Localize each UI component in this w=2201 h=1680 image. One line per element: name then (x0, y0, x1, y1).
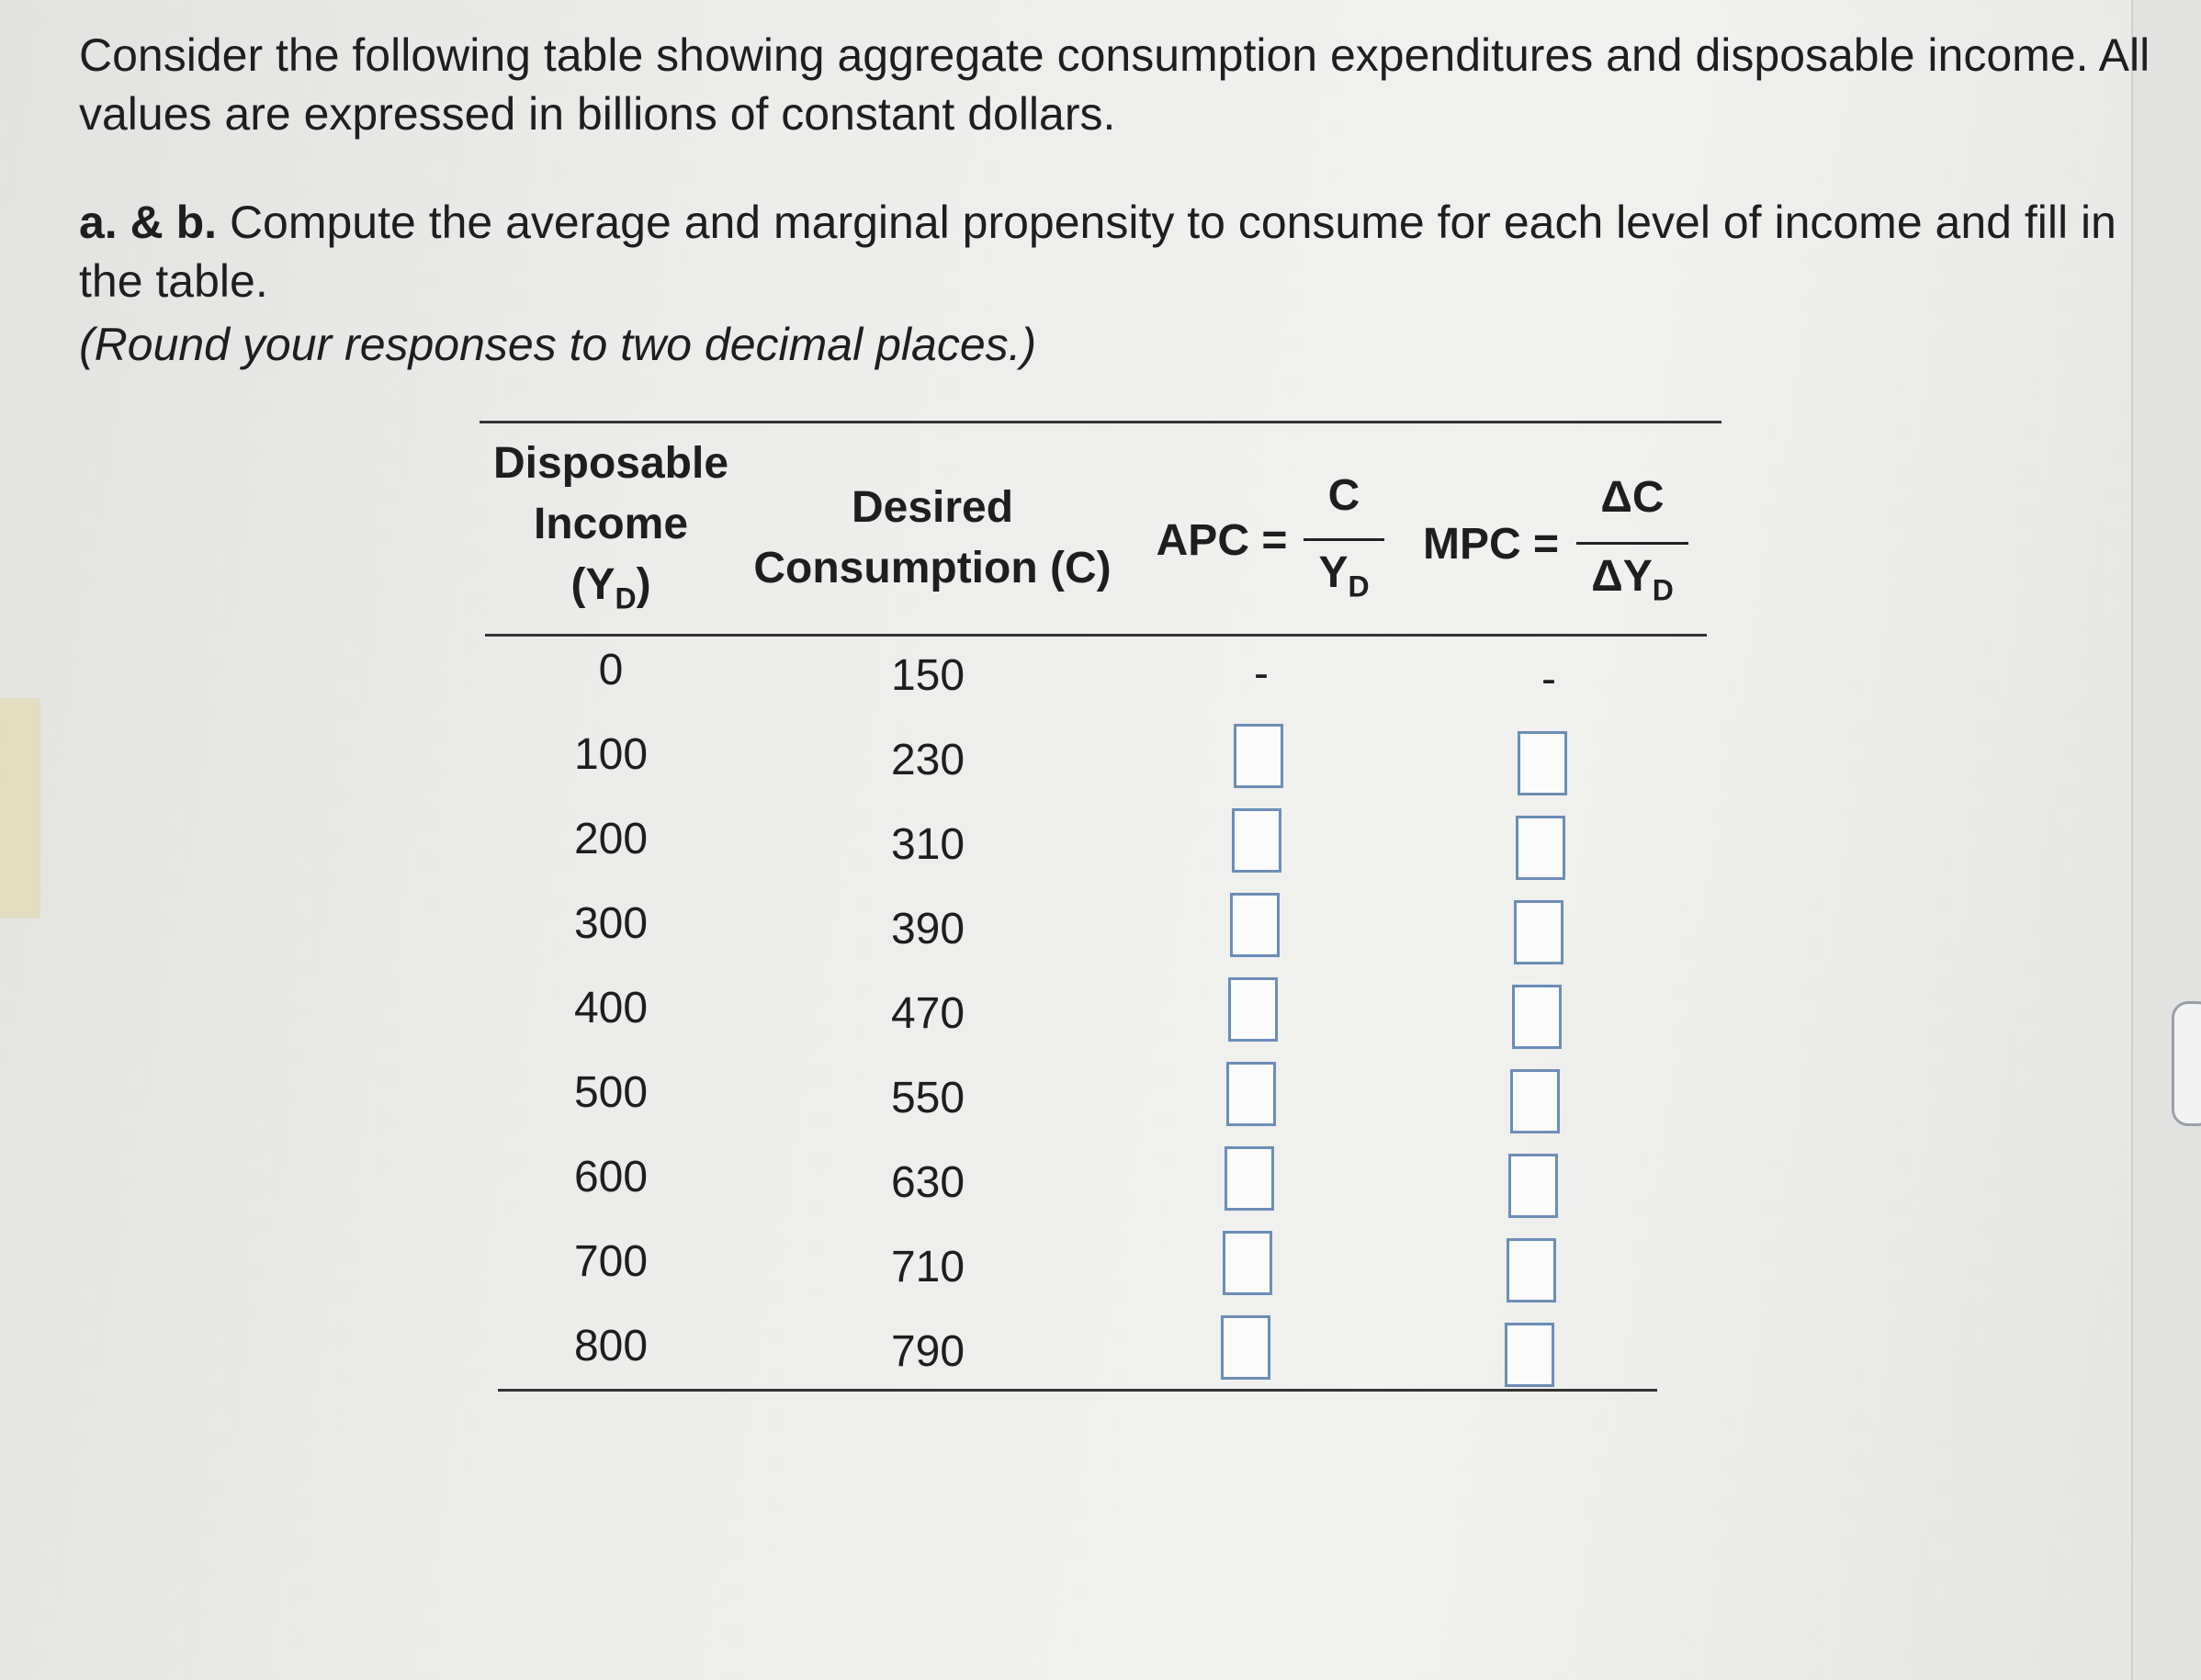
income-cell: 0 (598, 646, 624, 694)
consumption-cell: 470 (890, 989, 965, 1038)
part-text: Compute the average and marginal propensity to consume for each level of income and fill in the table. (79, 197, 2116, 307)
apc-formula: C $Y_D$ (1300, 470, 1388, 617)
apc-answer-box[interactable] (1223, 1231, 1272, 1295)
question-intro: Consider the following table showing aggregate consumption expenditures and disposable income. All values are expressed in billions of constant dollars. (79, 29, 2150, 140)
income-cell: 700 (573, 1237, 649, 1286)
apc-placeholder: - (1254, 649, 1269, 698)
income-cell: 400 (573, 984, 649, 1032)
part-label: a. & b. (79, 197, 218, 248)
mpc-answer-box[interactable] (1516, 816, 1565, 880)
table-top-rule (480, 421, 1721, 423)
question-part-ab (79, 193, 2183, 310)
apc-answer-box[interactable] (1230, 893, 1280, 957)
apc-answer-box[interactable] (1225, 1146, 1274, 1211)
header-mpc-label: MPC = (1422, 520, 1560, 569)
income-cell: 200 (573, 815, 649, 863)
consumption-cell: 310 (890, 820, 965, 869)
consumption-cell: 710 (890, 1243, 965, 1291)
header-desired-consumption: Desired Consumption (C) (753, 483, 1112, 592)
mpc-answer-box[interactable] (1505, 1323, 1554, 1387)
consumption-cell: 630 (890, 1158, 965, 1207)
income-cell: 100 (573, 730, 649, 779)
consumption-cell: 790 (890, 1327, 965, 1376)
mpc-answer-box[interactable] (1510, 1069, 1560, 1133)
left-accent-band (0, 698, 40, 919)
mpc-answer-box[interactable] (1507, 1238, 1556, 1302)
apc-answer-box[interactable] (1234, 724, 1283, 788)
header-bottom-rule (485, 634, 1707, 637)
mpc-answer-box[interactable] (1514, 900, 1563, 964)
mpc-answer-box[interactable] (1508, 1154, 1558, 1218)
income-cell: 600 (573, 1153, 649, 1201)
mpc-placeholder: - (1541, 655, 1556, 704)
table-bottom-rule (498, 1389, 1657, 1392)
apc-answer-box[interactable] (1226, 1062, 1276, 1126)
panel-resize-handle[interactable] (2172, 1001, 2201, 1126)
income-cell: 500 (573, 1068, 649, 1117)
header-disposable-income: Disposable Income $(Y_D)$ (492, 439, 729, 615)
apc-answer-box[interactable] (1221, 1315, 1270, 1380)
consumption-cell: 550 (890, 1074, 965, 1122)
header-apc-label: APC = (1156, 516, 1288, 565)
apc-answer-box[interactable] (1232, 808, 1281, 873)
mpc-answer-box[interactable] (1518, 731, 1567, 795)
mpc-answer-box[interactable] (1512, 985, 1562, 1049)
consumption-cell: 150 (890, 651, 965, 700)
income-cell: 300 (573, 899, 649, 948)
income-cell: 800 (573, 1322, 649, 1370)
apc-answer-box[interactable] (1228, 977, 1278, 1042)
consumption-cell: 390 (890, 905, 965, 953)
mpc-formula: ΔC $\Delta Y_D$ (1573, 472, 1692, 619)
consumption-cell: 230 (890, 736, 965, 784)
rounding-note: (Round your responses to two decimal places.) (79, 319, 1037, 370)
